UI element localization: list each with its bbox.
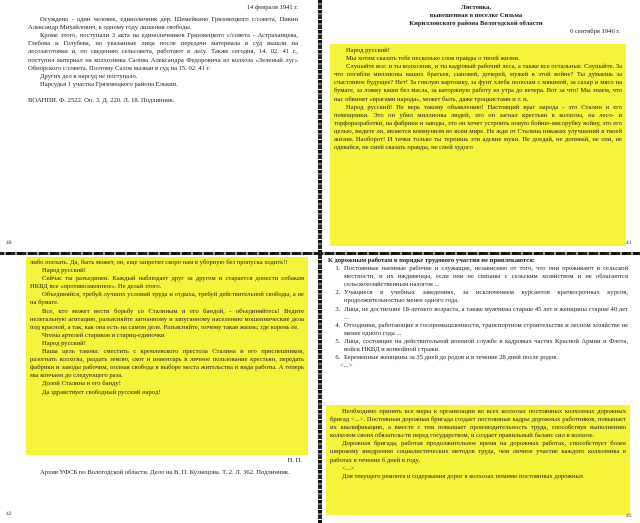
page-41 — [322, 0, 640, 252]
exemption-list — [328, 265, 628, 362]
leaflet-paragraph: Объединяйся, требуй лучших условий труда и отдыха, требуй действительной свободы, а не на бумаге. — [30, 291, 304, 307]
page-number: 40 — [6, 240, 12, 246]
leaflet-paragraph: Сейчас ты разъединен. Каждый наблюдает друг за другом и старается донести собакам НКВД все «противозаконное». Не делай этого. — [30, 275, 304, 291]
page-number: 41 — [626, 240, 632, 246]
leaflet-paragraph: Наша цель такова: сместить с кремлевского престола Сталина и его приспешников, разогнать колхозы, раздать землю, скот и инвентарь в личное пользование крестьян, передать фабрики и заводы рабочим, полная свобода в выборе места жительства и вида работы. А теперь мы кончаем до следующего раза. — [30, 348, 304, 380]
leaflet-paragraph: Народ русский! Не верь такому объявлению! Настоящий враг народа - это Сталин и его помощники. Это он убил миллионы людей, это он загнал крестьян в колхозы, на лесо- и торфоразработки, на фабрики и заводы, это он хочет устроить новую бойню-мясорубку войну, это его целью, видите ли, является коммунизм во всем мире. Не жди от Сталина никаких улучшений в твоей жизни. Наоборот! И тачки только ты терпишь эти адские муки. Не доедай, не допивай, не спи, не одевайся, не смей сказать правды, не смей худого — [334, 103, 622, 152]
ellipsis-marker: <...> — [340, 362, 353, 370]
ellipsis-marker: <...> — [342, 464, 355, 472]
page40-archive-reference: ВОАНПИ. Ф. 2522. Оп. 3. Д. 220. Л. 18. Подлинник. — [28, 96, 175, 104]
highlight-block — [330, 44, 626, 246]
scan-fold-horizontal — [0, 252, 640, 255]
leaflet-title-line: Кирилловского района Вологодской области — [409, 20, 543, 28]
highlight-block — [326, 405, 630, 515]
leaflet-title-line: вывешенная в поселке Сизьма — [429, 12, 523, 20]
leaflet-paragraph: Все, кто может вести борьбу со Сталиным и его бандой, - объединяйтесь! Ведите нелегальную агитацию, разъясняйте загнанному и запуганному населению мошеннические дела под красной, а так, как она есть на самом деле. Разъясняйте, почему такая жизнь; где корень ее. — [30, 307, 304, 331]
page42-archive-reference: Архив УФСБ по Вологодской области. Дело на В. П. Кузнецова. Т. 2. Л. 362. Подлинник. — [40, 469, 290, 476]
page-40 — [0, 0, 318, 252]
page40-paragraph: Осуждено - один человек, единоличник дер. Шемейкино Грязовецкого с/совета, Пикин Александр Михайлович, к одному году лишения свободы. — [28, 16, 298, 32]
list-item: 5. Лица, состоящие на действительной военной службе в кадровых частях Красной Армии и Флота, войск НКВД и конвойной стражи. — [342, 338, 628, 354]
leaflet-paragraph: Да здравствует свободный русский народ! — [42, 388, 161, 396]
page-42 — [0, 255, 318, 523]
leaflet-title: Листовка, — [460, 4, 492, 11]
leaflet-paragraph: Народ русский! — [42, 267, 86, 275]
regulation-paragraph: Дорожная бригада, работая продолжительное время на дорожных работах, способствует более широкому внедрению социалистических методов труда, чем личное участие каждого колхозника в работах в течение 6 дней в году. — [330, 440, 626, 464]
leaflet-salutation: Народ русский! — [346, 47, 390, 54]
page-43 — [322, 255, 640, 523]
leaflet-paragraph: Долой Сталина и его банду! — [42, 380, 121, 388]
page-number: 42 — [6, 511, 12, 517]
list-item: 2. Учащиеся в учебных заведениях, за исключением курсантов краткосрочных курсов, продолжительностью менее одного года. — [342, 289, 628, 305]
leaflet-paragraph: Чтены артелей стариков и стариц-единочки — [42, 331, 165, 339]
regulation-intro: К дорожным работам в порядке трудового участия не привлекаются: — [328, 257, 535, 264]
leaflet-date: 6 сентября 1946 г. — [569, 28, 620, 36]
leaflet-paragraph: Народ русский! — [42, 339, 86, 347]
scan-fold-vertical — [318, 0, 322, 523]
list-item: 1. Постоянные наемные рабочие и служащие, независимо от того, что они проживают в сельской местности, и их иждивенцы, если они не связаны с сельским хозяйством и не облагаются сельскохозяйственным налогом ... — [342, 265, 628, 289]
page40-date: 14 февраля 1941 г. — [246, 4, 298, 11]
leaflet-paragraph: Мы хотим сказать тебе несколько слов правды о твоей жизни. — [346, 55, 520, 63]
regulation-paragraph: Необходимо принять все меры к организации во всех колхозах постоянных колхозных дорожных бригад <...>. Постоянная дорожная бригада создает постоянные кадры дорожных работников, повышает их квалификацию, а вместе с тем повышает производительность труда, способствуя выполнению колхозом своих обязательств перед государством, и создает правильный баланс сил в колхозе. — [330, 408, 626, 440]
regulation-paragraph: Для текущего ремонта и содержания дорог в колхозах помимо постоянных дорожных — [342, 472, 584, 480]
list-item: 4. Отходники, работающие в госпромышленности, транспортном строительстве и лесном хозяйстве не менее одного года ... — [342, 322, 628, 338]
page40-paragraph: Кроме этого, поступали 3 акта на единоличников Грязовецкого с/совета - Астраханцева, Глебова и Голубева, но указанные лица после передачи материала в суд вышли на лесозаготовки и, по сведению сельсовета, работают в лесу. Также сегодня, 14. 02. 41 г., поступил материал на колхозника Салова Александра Федоровича из колхоза «Зеленый луг» Обнорского с/совета. Поэтому Салов вызван в суд на 15. 02. 41 г. — [28, 32, 298, 72]
highlight-block — [26, 257, 308, 455]
list-item: 6. Беременные женщины за 35 дней до родов и в течение 28 дней после родов. — [342, 354, 628, 362]
page40-paragraph: Других дел в нарсуд не поступало. — [40, 72, 138, 80]
leaflet-continuation: либо поехать. Да, быть может, он, еще запретит скоро нам в уборную без пропуска ходить!! — [30, 259, 288, 266]
page40-paragraph: Нарсудья 1 участка Грязовецкого района Елькин. — [40, 80, 178, 88]
leaflet-paragraph: Слушайте все: и ты колхозник, и ты кадровый рабочий леса, а также все остальные. Слушайте. За что погибли миллионы ваших братьев, сыновей, дочерей, мужей в этой войне? Ты думаешь за счастливое будущее? Нет! За гнилую картошку, за фунт хлеба пополам с мякиной, за сахар и мясо на бумаге, за ложку каши без масла, за каторжную работу из утра до вечера. Вот за что! Мы знаем, что нас обвинят «врагами народа», может быть, даже троцкистами и т. п. — [334, 63, 622, 103]
leaflet-signature: Н. П. — [287, 457, 302, 464]
list-item: 3. Лица, не достигшие 18-летнего возраста, а также мужчины старше 45 лет и женщины старше 40 лет ... — [342, 306, 628, 322]
page-number: 43 — [626, 513, 632, 519]
